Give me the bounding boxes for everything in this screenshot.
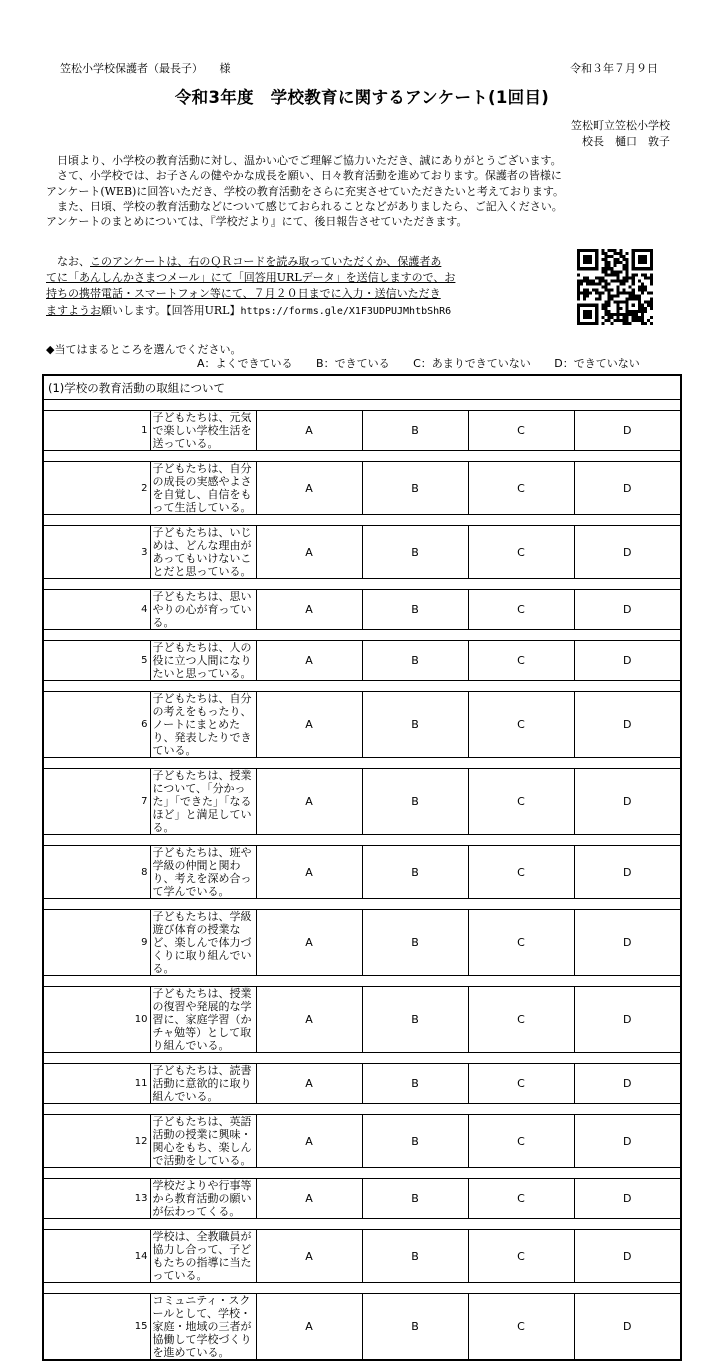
notice-prefix: なお、 xyxy=(46,255,90,268)
question-row xyxy=(44,1179,680,1219)
notice-line: てに「あんしんかさまつメール」にて「回答用URLデータ」を送信しますので、お xyxy=(46,271,456,285)
answer-option-d[interactable]: D xyxy=(574,692,680,758)
survey-table xyxy=(42,374,682,1361)
answer-option-a[interactable]: A xyxy=(256,846,362,899)
answer-option-b[interactable]: B xyxy=(362,846,468,899)
question-number: 11 xyxy=(44,1064,150,1104)
question-number: 1 xyxy=(44,411,150,451)
question-text: 学校だよりや行事等から教育活動の願いが伝わってくる。 xyxy=(150,1179,256,1219)
legend-c: C：あまりできていない xyxy=(413,357,531,370)
answer-option-b[interactable]: B xyxy=(362,641,468,681)
answer-option-c[interactable]: C xyxy=(468,692,574,758)
row-spacer xyxy=(44,899,680,910)
question-row xyxy=(44,590,680,630)
answer-option-d[interactable]: D xyxy=(574,1115,680,1168)
answer-option-d[interactable]: D xyxy=(574,910,680,976)
answer-option-a[interactable]: A xyxy=(256,641,362,681)
row-spacer xyxy=(44,400,680,411)
question-number: 14 xyxy=(44,1230,150,1283)
row-spacer xyxy=(44,1053,680,1064)
question-number: 4 xyxy=(44,590,150,630)
instruction: ◆当てはまるところを選んでください。 xyxy=(46,343,242,356)
answer-option-d[interactable]: D xyxy=(574,987,680,1053)
answer-option-b[interactable]: B xyxy=(362,769,468,835)
row-spacer xyxy=(44,1219,680,1230)
answer-option-a[interactable]: A xyxy=(256,910,362,976)
question-number: 9 xyxy=(44,910,150,976)
answer-option-b[interactable]: B xyxy=(362,1230,468,1283)
answer-option-b[interactable]: B xyxy=(362,1064,468,1104)
question-text: 子どもたちは、英語活動の授業に興味・関心をもち、楽しんで活動をしている。 xyxy=(150,1115,256,1168)
notice-text xyxy=(46,254,546,320)
row-spacer xyxy=(44,515,680,526)
question-text: 子どもたちは、人の役に立つ人間になりたいと思っている。 xyxy=(150,641,256,681)
question-text: 子どもたちは、いじめは、どんな理由があってもいけないことだと思っている。 xyxy=(150,526,256,579)
answer-option-c[interactable]: C xyxy=(468,846,574,899)
qr-code-icon[interactable] xyxy=(577,249,653,325)
question-text: 子どもたちは、自分の成長の実感やよさを自覚し、自信をもって生活している。 xyxy=(150,462,256,515)
document-title: 令和3年度 学校教育に関するアンケート(1回目) xyxy=(174,88,550,107)
answer-option-c[interactable]: C xyxy=(468,1230,574,1283)
legend-a: A：よくできている xyxy=(197,357,293,370)
answer-option-b[interactable]: B xyxy=(362,411,468,451)
notice-line: 持ちの携帯電話・スマートフォン等にて、７月２０日までに入力・送信いただき xyxy=(46,287,441,301)
row-spacer xyxy=(44,630,680,641)
question-row xyxy=(44,1230,680,1283)
answer-option-b[interactable]: B xyxy=(362,1179,468,1219)
answer-option-a[interactable]: A xyxy=(256,1179,362,1219)
row-spacer xyxy=(44,1104,680,1115)
answer-option-d[interactable]: D xyxy=(574,769,680,835)
answer-option-d[interactable]: D xyxy=(574,1064,680,1104)
legend-b: B：できている xyxy=(316,357,390,370)
question-text: 子どもたちは、班や学級の仲間と関わり、考えを深め合って学んでいる。 xyxy=(150,846,256,899)
answer-option-a[interactable]: A xyxy=(256,462,362,515)
answer-option-d[interactable]: D xyxy=(574,641,680,681)
principal-name: 校長 樋口 敦子 xyxy=(582,135,670,148)
answer-option-d[interactable]: D xyxy=(574,846,680,899)
school-name: 笠松町立笠松小学校 xyxy=(571,119,670,132)
intro-text xyxy=(46,153,678,229)
answer-option-c[interactable]: C xyxy=(468,462,574,515)
answer-option-c[interactable]: C xyxy=(468,411,574,451)
answer-option-c[interactable]: C xyxy=(468,641,574,681)
question-row xyxy=(44,462,680,515)
question-text: 子どもたちは、自分の考えをもったり、ノートにまとめたり、発表したりできている。 xyxy=(150,692,256,758)
answer-option-a[interactable]: A xyxy=(256,1115,362,1168)
row-spacer xyxy=(44,681,680,692)
answer-option-d[interactable]: D xyxy=(574,411,680,451)
question-row xyxy=(44,910,680,976)
question-number: 13 xyxy=(44,1179,150,1219)
question-number: 12 xyxy=(44,1115,150,1168)
answer-option-c[interactable]: C xyxy=(468,910,574,976)
answer-option-b[interactable]: B xyxy=(362,692,468,758)
response-url-link[interactable]: https://forms.gle/X1F3UDPUJMhtbShR6 xyxy=(240,305,452,317)
question-row xyxy=(44,987,680,1053)
question-number: 8 xyxy=(44,846,150,899)
row-spacer xyxy=(44,758,680,769)
question-number: 2 xyxy=(44,462,150,515)
answer-option-d[interactable]: D xyxy=(574,526,680,579)
answer-option-c[interactable]: C xyxy=(468,1115,574,1168)
answer-option-a[interactable]: A xyxy=(256,590,362,630)
answer-option-a[interactable]: A xyxy=(256,987,362,1053)
answer-option-a[interactable]: A xyxy=(256,526,362,579)
question-text: 子どもたちは、読書活動に意欲的に取り組んでいる。 xyxy=(150,1064,256,1104)
question-row xyxy=(44,692,680,758)
legend-d: D：できていない xyxy=(554,357,640,370)
notice-underlined: ますようお xyxy=(46,303,101,317)
answer-option-b[interactable]: B xyxy=(362,590,468,630)
question-row xyxy=(44,846,680,899)
answer-option-b[interactable]: B xyxy=(362,526,468,579)
question-number: 15 xyxy=(44,1294,150,1360)
answer-option-d[interactable]: D xyxy=(574,590,680,630)
answer-option-d[interactable]: D xyxy=(574,1230,680,1283)
answer-option-a[interactable]: A xyxy=(256,411,362,451)
question-text: 子どもたちは、授業の復習や発展的な学習に、家庭学習（かチャ勉等）として取り組んでいる。 xyxy=(150,987,256,1053)
row-spacer xyxy=(44,835,680,846)
question-row xyxy=(44,641,680,681)
question-text: 子どもたちは、思いやりの心が育っている。 xyxy=(150,590,256,630)
answer-option-a[interactable]: A xyxy=(256,1230,362,1283)
question-text: 子どもたちは、授業について、「分かった」「できた」「なるほど」と満足している。 xyxy=(150,769,256,835)
answer-option-c[interactable]: C xyxy=(468,590,574,630)
question-row xyxy=(44,1115,680,1168)
answer-option-a[interactable]: A xyxy=(256,692,362,758)
question-row xyxy=(44,411,680,451)
notice-underlined: このアンケートは、右のＱＲコードを読み取っていただくか、保護者あ xyxy=(90,255,442,268)
answer-option-c[interactable]: C xyxy=(468,526,574,579)
answer-option-b[interactable]: B xyxy=(362,462,468,515)
answer-option-c[interactable]: C xyxy=(468,1064,574,1104)
question-number: 7 xyxy=(44,769,150,835)
answer-option-c[interactable]: C xyxy=(468,987,574,1053)
row-spacer xyxy=(44,451,680,462)
section-title: (1)学校の教育活動の取組について xyxy=(44,376,680,400)
answer-legend xyxy=(197,355,660,371)
question-number: 6 xyxy=(44,692,150,758)
question-text: 子どもたちは、元気で楽しい学校生活を送っている。 xyxy=(150,411,256,451)
intro-line: さて、小学校では、お子さんの健やかな成長を願い、日々教育活動を進めております。保護者の皆様に xyxy=(46,169,562,183)
question-number: 10 xyxy=(44,987,150,1053)
notice-suffix: 願いします。【回答用URL】 xyxy=(101,303,241,317)
answer-option-d[interactable]: D xyxy=(574,1294,680,1360)
addressee: 笠松小学校保護者（最長子） 様 xyxy=(60,62,231,75)
question-number: 3 xyxy=(44,526,150,579)
answer-option-b[interactable]: B xyxy=(362,1294,468,1360)
answer-option-a[interactable]: A xyxy=(256,1294,362,1360)
intro-line: また、日頃、学校の教育活動などについて感じておられることなどがありましたら、ご記入ください。 xyxy=(46,199,563,213)
intro-line: アンケート(WEB)に回答いただき、学校の教育活動をさらに充実させていただきたいと考えております。 xyxy=(46,184,565,198)
answer-option-a[interactable]: A xyxy=(256,769,362,835)
answer-option-a[interactable]: A xyxy=(256,1064,362,1104)
question-text: コミュニティ・スクールとして、学校・家庭・地域の三者が協働して学校づくりを進めている。 xyxy=(150,1294,256,1360)
answer-option-b[interactable]: B xyxy=(362,987,468,1053)
answer-option-c[interactable]: C xyxy=(468,1294,574,1360)
question-text: 子どもたちは、学級遊び体育の授業など、楽しんで体力づくりに取り組んでいる。 xyxy=(150,910,256,976)
intro-line: アンケートのまとめについては、『学校だより』にて、後日報告させていただきます。 xyxy=(46,215,468,229)
question-number: 5 xyxy=(44,641,150,681)
answer-option-c[interactable]: C xyxy=(468,769,574,835)
answer-option-b[interactable]: B xyxy=(362,1115,468,1168)
intro-line: 日頃より、小学校の教育活動に対し、温かい心でご理解ご協力いただき、誠にありがとうございます。 xyxy=(46,154,562,167)
question-row xyxy=(44,1064,680,1104)
row-spacer xyxy=(44,579,680,590)
question-text: 学校は、全教職員が協力し合って、子どもたちの指導に当たっている。 xyxy=(150,1230,256,1283)
answer-option-d[interactable]: D xyxy=(574,1179,680,1219)
row-spacer xyxy=(44,1283,680,1294)
answer-option-b[interactable]: B xyxy=(362,910,468,976)
question-row xyxy=(44,526,680,579)
answer-option-d[interactable]: D xyxy=(574,462,680,515)
row-spacer xyxy=(44,1168,680,1179)
row-spacer xyxy=(44,976,680,987)
answer-option-c[interactable]: C xyxy=(468,1179,574,1219)
question-row xyxy=(44,1294,680,1360)
issue-date: 令和３年７月９日 xyxy=(570,62,658,75)
question-row xyxy=(44,769,680,835)
